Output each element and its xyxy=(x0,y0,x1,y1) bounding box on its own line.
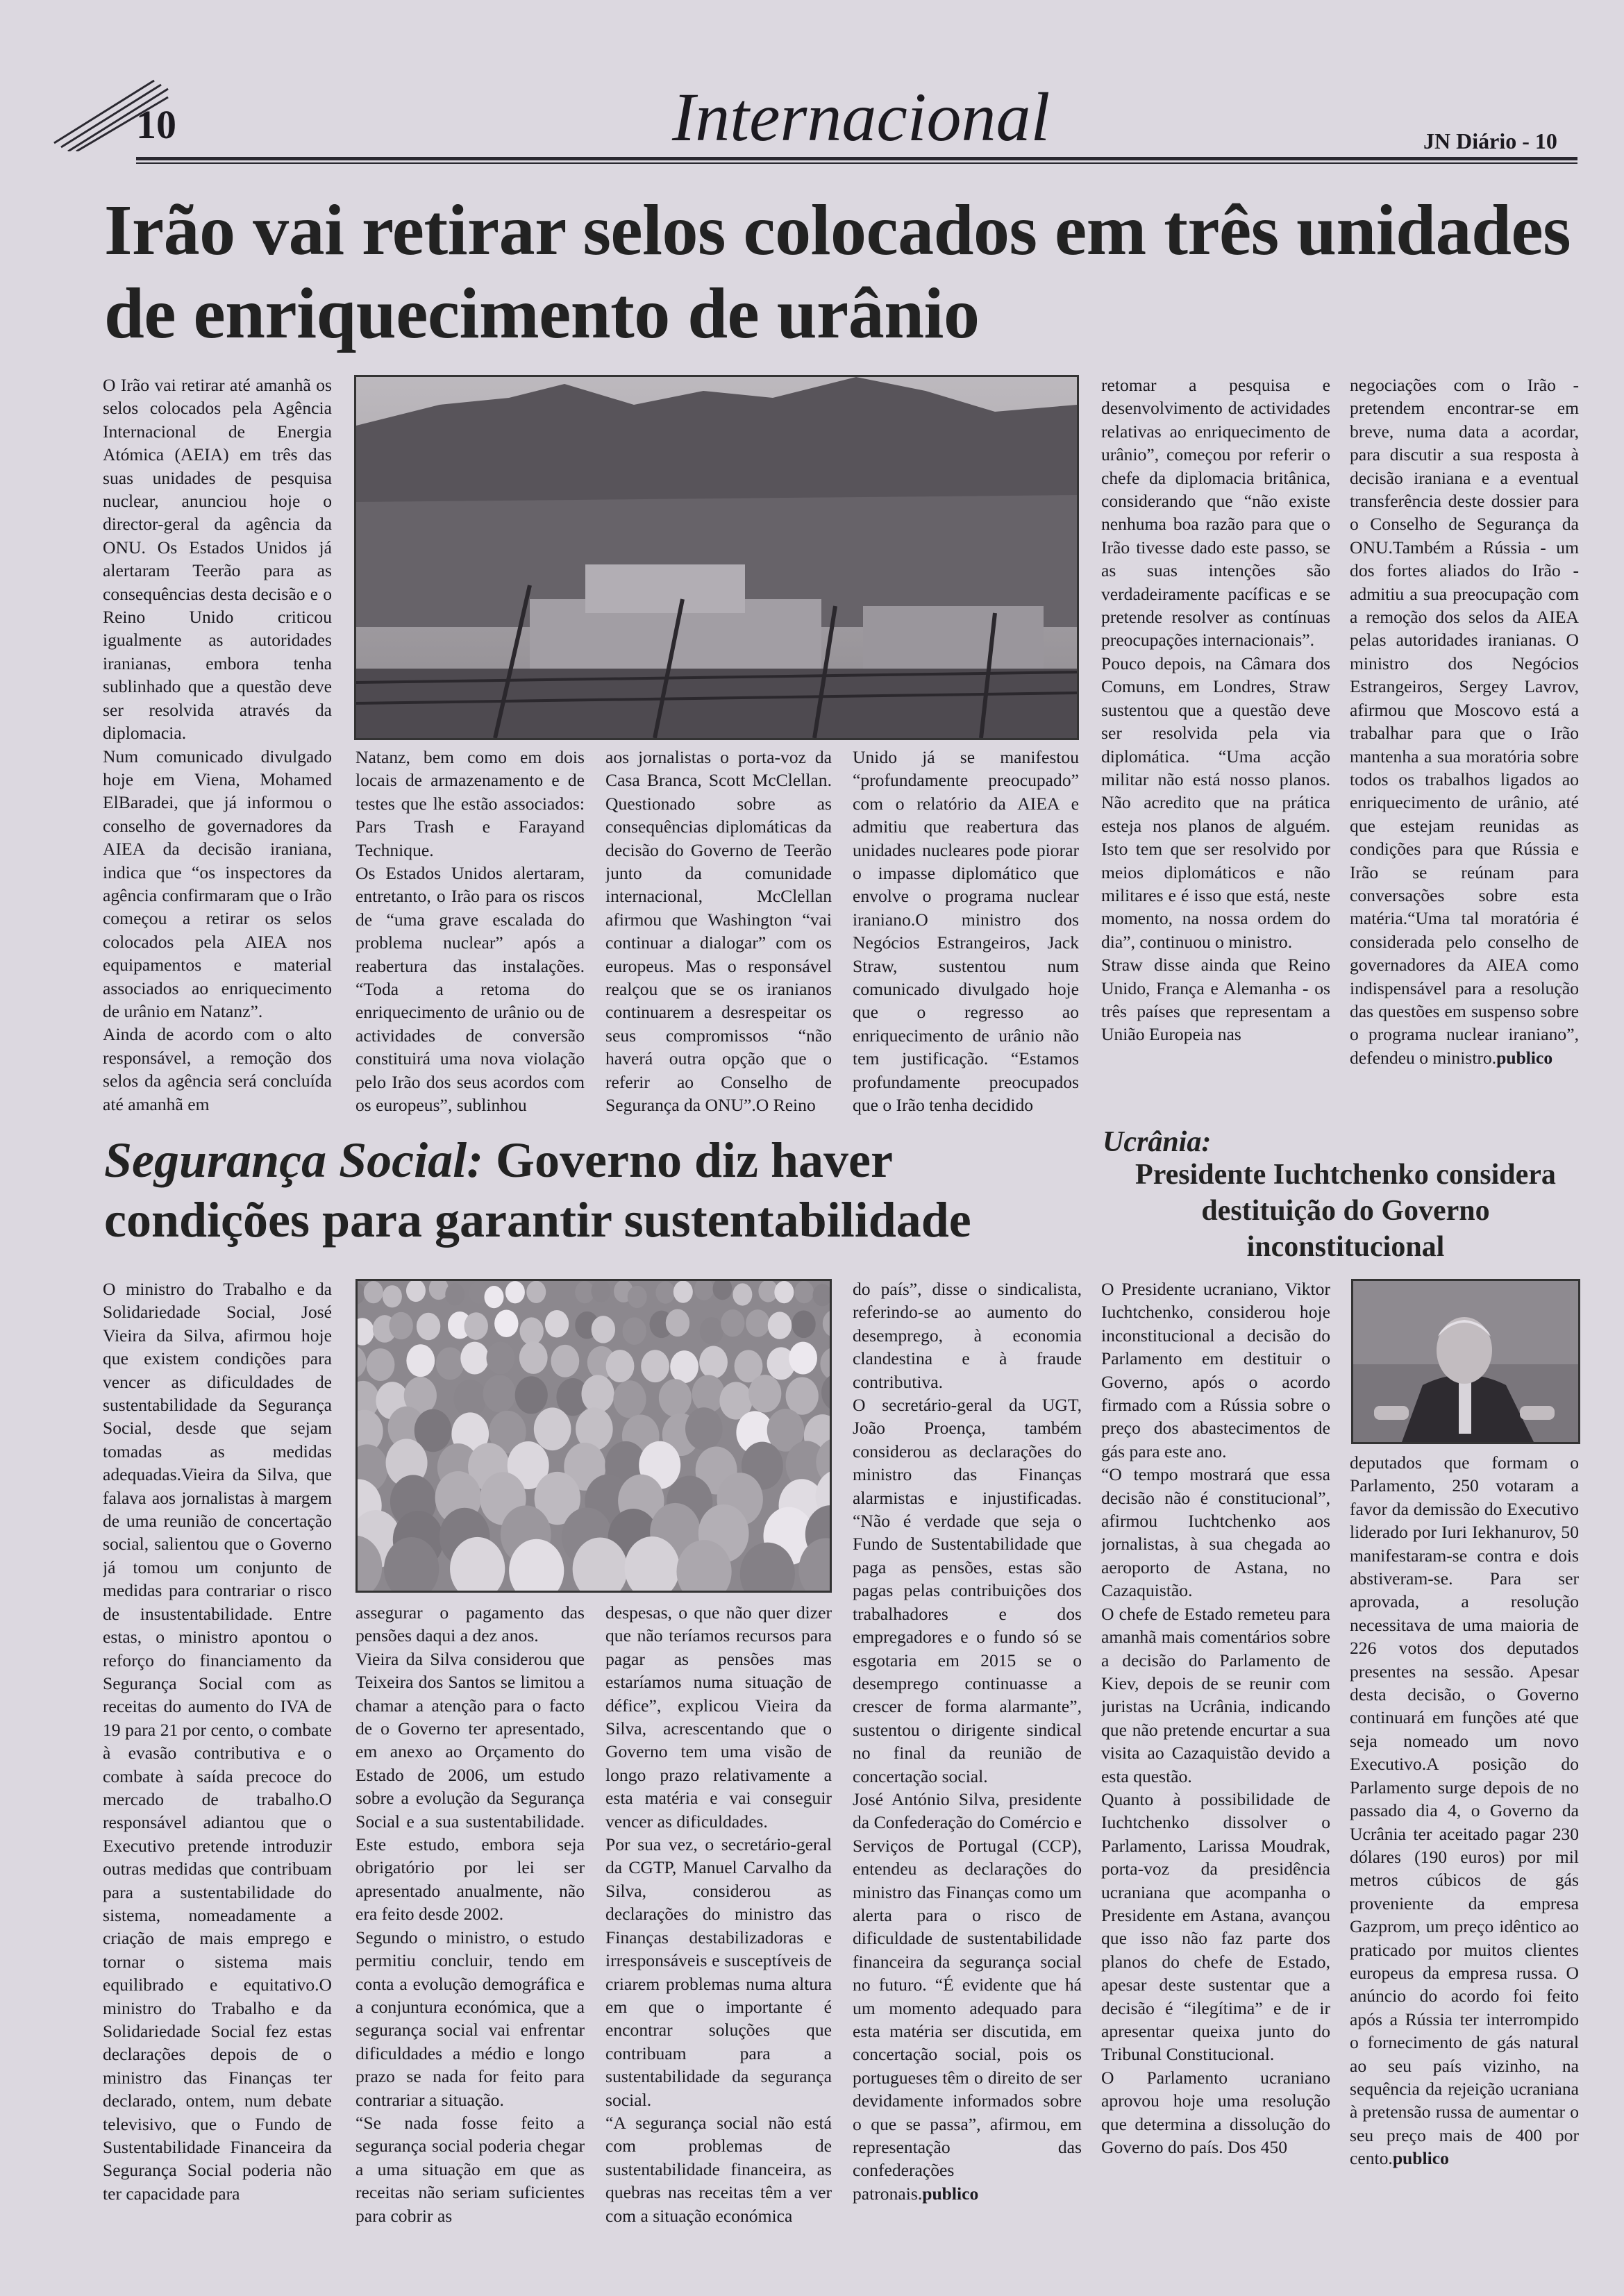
paragraph: O Presidente ucraniano, Viktor Iuchtchenko, considerou hoje inconstitucional a decisão do Parlamento em destituir o Governo, após o acordo firmado com a Rússia sobre o preço dos abastecimentos de gás para este ano. xyxy=(1101,1279,1330,1461)
article2-headline-topic: Segurança Social: xyxy=(104,1132,484,1188)
paragraph: Unido já se manifestou “profundamente preocupado” com o relatório da AIEA e admitiu que reabertura das unidades nucleares pode piorar o impasse diplomático que envolve o programa nuclear iraniano.O ministro dos Negócios Estrangeiros, Jack Straw, sustentou num comunicado divulgado hoje que o regresso ao enriquecimento de urânio não tem justificação. “Estamos profundamente preocupados que o Irão tenha decidido xyxy=(853,747,1079,1116)
article3-col2 xyxy=(1350,1451,1579,2256)
article2-col2 xyxy=(355,1601,585,2256)
page-number: 10 xyxy=(136,102,176,147)
article1-col1 xyxy=(103,374,332,1116)
article1-col6 xyxy=(1350,374,1579,1118)
paragraph: José António Silva, presidente da Confederação do Comércio e Serviços de Portugal (CCP), entendeu as declarações do ministro das Finanças como um alerta para o risco de dificuldade de sustentabilidade financeira da segurança social no futuro. “É evidente que há um momento adequado para esta matéria ser discutida, em concertação social, pois os portugueses têm o direito de ser devidamente informados sobre o que se passa”, afirmou, em representação das confederações patronais. xyxy=(853,1788,1082,2204)
paragraph: Por sua vez, o secretário-geral da CGTP, Manuel Carvalho da Silva, considerou as declarações do ministro das Finanças destabilizadoras e irresponsáveis e susceptíveis de criarem problemas numa altura em que o importante é encontrar soluções que contribuam para a sustentabilidade da segurança social. xyxy=(605,1834,832,2110)
paragraph: deputados que formam o Parlamento, 250 votaram a favor da demissão do Executivo liderado por Iuri Iekhanurov, 50 manifestaram-se contra e dois abstiveram-se. Para ser aprovada, a resolução necessitava de uma maioria de 226 votos dos deputados presentes na sessão. Apesar desta decisão, o Governo continuará em funções até que seja nomeado um novo Executivo.A posição do Parlamento surge depois de no passado dia 4, o Governo da Ucrânia ter aceitado pagar 230 dólares (190 euros) por mil metros cúbicos de gás proveniente da empresa Gazprom, um preço idêntico ao praticado por muitos clientes europeus da empresa russa. O anúncio do acordo foi feito após a Rússia ter interrompido o fornecimento de gás natural ao seu país vizinho, na sequência da rejeição ucraniana à pretensão russa de aumentar o seu preço mais de 400 por cento. xyxy=(1350,1452,1579,2169)
article2-photo-crowd xyxy=(355,1279,832,1593)
paragraph: “A segurança social não está com problemas de sustentabilidade financeira, as quebras nas receitas têm a ver com a situação económica xyxy=(605,2112,832,2226)
paragraph: assegurar o pagamento das pensões daqui a dez anos. xyxy=(355,1602,585,1646)
header-rule xyxy=(136,157,1577,160)
paper-edition: JN Diário - 10 xyxy=(1423,128,1557,153)
paragraph: O chefe de Estado remeteu para amanhã mais comentários sobre a decisão do Parlamento de Kiev, depois de se reunir com juristas na Ucrânia, indicando que não pretende encurtar a sua visita ao Cazaquistão devido a esta questão. xyxy=(1101,1603,1330,1786)
paragraph: despesas, o que não quer dizer que não teríamos recursos para pagar as pensões mas estaríamos numa situação de défice”, explicou Vieira da Silva, acrescentando que o Governo tem uma visão de longo prazo relativamente a esta matéria e vai conseguir vencer as dificuldades. xyxy=(605,1602,832,1832)
paragraph: Straw disse ainda que Reino Unido, França e Alemanha - os três países que representam a União Europeia nas xyxy=(1101,955,1330,1045)
paragraph: Ainda de acordo com o alto responsável, a remoção dos selos da agência será concluída até amanhã em xyxy=(103,1024,332,1114)
paragraph: aos jornalistas o porta-voz da Casa Branca, Scott McClellan. Questionado sobre as consequências diplomáticas da decisão do Governo de Teerão junto da comunidade internacional, McClellan afirmou que Washington “vai continuar a dialogar” com os europeus. Mas o responsável realçou que se os iranianos continuarem a desrespeitar os seus compromissos “não haverá outra opção que o referir ao Conselho de Segurança da ONU”.O Reino xyxy=(605,747,832,1116)
paragraph: negociações com o Irão - pretendem encontrar-se em breve, numa data a acordar, para discutir a sua resposta à decisão iraniana e a eventual transferência deste dossier para o Conselho de Segurança da ONU.Também a Rússia - um dos fortes aliados do Irão - admitiu a sua preocupação com a remoção dos selos da AIEA pelas autoridades iranianas. O ministro dos Negócios Estrangeiros, Sergey Lavrov, afirmou que Moscovo está a trabalhar para que o Irão mantenha a sua moratória sobre todos os trabalhos ligados ao enriquecimento de urânio, até que estejam reunidas as condições para que Rússia e Irão se reúnam para conversações sobre esta matéria.“Uma tal moratória é considerada pelo conselho de governadores da AIEA como indispensável para a resolução das questões em suspenso sobre o programa nuclear iraniano”, defendeu o ministro. xyxy=(1350,375,1579,1068)
paragraph: Os Estados Unidos alertaram, entretanto, o Irão para os riscos de “uma grave escalada do problema nuclear” após a reabertura das instalações. “Toda a retoma do enriquecimento de urânio ou de actividades de conversão constituirá uma nova violação pelo Irão dos seus acordos com os europeus”, sublinhou xyxy=(355,863,585,1116)
paragraph: “Se nada fosse feito a segurança social poderia chegar a uma situação em que as receitas não seriam suficientes para cobrir as xyxy=(355,2112,585,2226)
header-rule-thin xyxy=(136,162,1577,164)
paragraph: do país”, disse o sindicalista, referindo-se ao aumento do desemprego, à economia clandestina e à fraude contributiva. xyxy=(853,1279,1082,1392)
paragraph: Vieira da Silva considerou que Teixeira dos Santos se limitou a chamar a atenção para o facto de o Governo ter apresentado, em anexo ao Orçamento do Estado de 2006, um estudo sobre a evolução da Segurança Social e a sua sustentabilidade. Este estudo, embora seja obrigatório por lei ser apresentado anualmente, não era feito desde 2002. xyxy=(355,1648,585,1925)
article3-headline: Presidente Iuchtchenko considera destituição do Governo inconstitucional xyxy=(1135,1159,1556,1263)
paragraph: Quanto à possibilidade de Iuchtchenko dissolver o Parlamento, Larissa Moudrak, porta-voz da presidência ucraniana que acompanha o Presidente em Astana, avançou que isso não faz parte dos planos do chefe de Estado, apesar deste sustentar que a decisão é “ilegítima” e de ir apresentar queixa junto do Tribunal Constitucional. xyxy=(1101,1788,1330,2065)
article2-col3 xyxy=(605,1601,832,2256)
article1-col4 xyxy=(853,746,1079,1118)
source-credit: publico xyxy=(922,2183,979,2204)
paragraph: retomar a pesquisa e desenvolvimento de actividades relativas ao enriquecimento de urânio”, começou por referir o chefe da diplomacia britânica, considerando que “não existe nenhuma boa razão para que o Irão tivesse dado este passo, se as suas intenções são verdadeiramente pacíficas e se pretende resolver as contínuas preocupações internacionais”. xyxy=(1101,375,1330,651)
source-credit: publico xyxy=(1496,1047,1553,1068)
article1-col3 xyxy=(605,746,832,1118)
article3-photo-president xyxy=(1351,1279,1580,1444)
paragraph: O Irão vai retirar até amanhã os selos colocados pela Agência Internacional de Energia Atómica (AEIA) em três das suas unidades de pesquisa nuclear, anunciou hoje o director-geral da agência da ONU. Os Estados Unidos já alertaram Teerão para as consequências desta decisão e o Reino Unido criticou igualmente as autoridades iranianas, embora tenha sublinhado que a questão deve ser resolvida através da diplomacia. xyxy=(103,375,332,744)
article3-kicker: Ucrânia: xyxy=(1103,1126,1212,1158)
paragraph: O secretário-geral da UGT, João Proença, também considerou as declarações do ministro das Finanças alarmistas e injustificadas. “Não é verdade que seja o Fundo de Sustentabilidade que paga as pensões, estas são pagas pelas contribuições dos trabalhadores e dos empregadores e o fundo só se esgotaria em 2015 se o desemprego continuasse a crescer de forma alarmante”, sustentou o dirigente sindical no final da reunião de concertação social. xyxy=(853,1395,1082,1786)
source-credit: publico xyxy=(1392,2148,1449,2169)
paragraph: Num comunicado divulgado hoje em Viena, Mohamed ElBaradei, que já informou o conselho de governadores da AIEA da decisão iraniana, indica que “os inspectores da agência confirmaram que o Irão começou a retirar os selos colocados pela AIEA nos equipamentos e material associados ao enriquecimento de urânio em Natanz”. xyxy=(103,746,332,1021)
article2-headline xyxy=(104,1130,1090,1250)
article2-col1 xyxy=(103,1277,332,2256)
paragraph: Natanz, bem como em dois locais de armazenamento e de testes que lhe estão associados: Pars Trash e Farayand Technique. xyxy=(355,747,585,860)
paragraph: O Parlamento ucraniano aprovou hoje uma resolução que determina a dissolução do Governo do país. Dos 450 xyxy=(1101,2067,1330,2158)
article2-col4 xyxy=(853,1277,1082,2256)
article3-col1 xyxy=(1101,1277,1330,2256)
article1-photo-nuclear-plant xyxy=(354,375,1079,740)
paragraph: O ministro do Trabalho e da Solidariedade Social, José Vieira da Silva, afirmou hoje que existem condições para vencer as dificuldades de sustentabilidade da Segurança Social, desde que sejam tomadas as medidas adequadas.Vieira da Silva, que falava aos jornalistas à margem de uma reunião de concertação social, salientou que o Governo já tomou um conjunto de medidas para contrariar o risco de insustentabilidade. Entre estas, o ministro apontou o reforço do financiamento da Segurança Social com as receitas do aumento do IVA de 19 para 21 por cento, o combate à evasão contributiva e o combate à saída precoce do mercado de trabalho.O responsável adiantou que o Executivo pretende introduzir outras medidas que contribuam para a sustentabilidade do sistema, nomeadamente a criação de mais emprego e tornar o sistema mais equilibrado e equitativo.O ministro do Trabalho e da Solidariedade Social fez estas declarações depois de o ministro das Finanças ter declarado, ontem, num debate televisivo, que o Fundo de Sustentabilidade Financeira da Segurança Social poderia não ter capacidade para xyxy=(103,1279,332,2204)
paragraph: Segundo o ministro, o estudo permitiu concluir, tendo em conta a evolução demográfica e a conjuntura económica, que a segurança social vai enfrentar dificuldades a médio e longo prazo se nada for feito para contrariar a situação. xyxy=(355,1927,585,2110)
article1-headline: Irão vai retirar selos colocados em três unidades de enriquecimento de urânio xyxy=(104,190,1571,353)
paragraph: “O tempo mostrará que essa decisão não é constitucional”, afirmou Iuchtchenko aos jornalistas, à sua chegada ao aeroporto de Astana, no Cazaquistão. xyxy=(1101,1464,1330,1601)
paragraph: Pouco depois, na Câmara dos Comuns, em Londres, Straw sustentou que a questão deve ser resolvida pela via diplomática. “Uma acção militar não está nosso planos. Não acredito que na prática esteja nos planos de alguém. Isto tem que ser resolvido por meios diplomáticos e não militares e é isso que está, neste momento, na nossa ordem do dia”, continuou o ministro. xyxy=(1101,653,1330,952)
article1-col2 xyxy=(355,746,585,1118)
article1-col5 xyxy=(1101,374,1330,1118)
section-title: Internacional xyxy=(672,78,1050,156)
article2-headline-text: Governo diz haver condições para garantir sustentabilidade xyxy=(104,1132,971,1248)
